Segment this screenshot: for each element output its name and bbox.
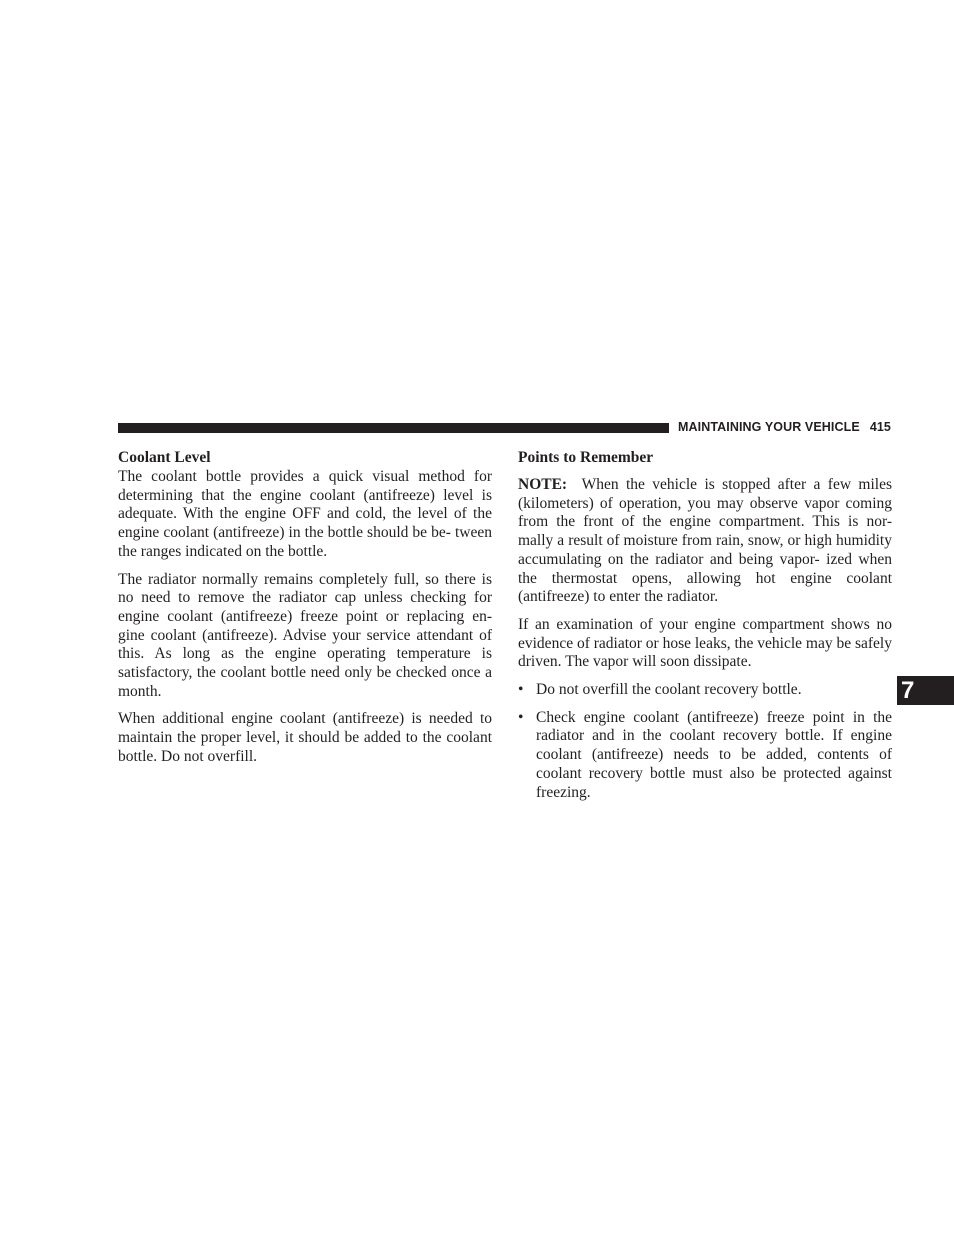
- note-label: NOTE:: [518, 476, 568, 493]
- paragraph: The radiator normally remains completely full, so there is no need to remove the radiator cap unless checking for engine coolant (antifreeze) freeze point or replacing en- gine coolant (antifreeze). Advise your service attendant of this. As long as the engine operating temperature is satisfactory, the coolant bottle need only be checked once a month.: [118, 570, 492, 700]
- left-column: [118, 448, 492, 776]
- note-paragraph: [518, 476, 892, 607]
- paragraph: The coolant bottle provides a quick visual method for determining that the engine coolant (antifreeze) level is adequate. With the engine OFF and cold, the level of the engine coolant (antifreeze) in the bottle should be be- tween the ranges indicated on the bottle.: [118, 468, 492, 560]
- right-column: [518, 448, 892, 811]
- paragraph: When additional engine coolant (antifreeze) is needed to maintain the proper level, it should be added to the coolant bottle. Do not overfill.: [118, 710, 492, 765]
- bullet-icon: •: [518, 708, 524, 726]
- points-to-remember-heading: Points to Remember: [518, 449, 654, 466]
- section-title: MAINTAINING YOUR VEHICLE: [678, 420, 860, 434]
- bullet-icon: •: [518, 681, 524, 699]
- list-item-text: Check engine coolant (antifreeze) freeze point in the radiator and in the coolant recovery bottle. If engine coolant (antifreeze) needs to be added, contents of coolant recovery bottle must also be protected against freezing.: [536, 708, 892, 801]
- chapter-tab: 7: [897, 676, 954, 705]
- header-rule: [118, 423, 669, 433]
- paragraph: If an examination of your engine compartment shows no evidence of radiator or hose leaks, the vehicle may be safely driven. The vapor will soon dissipate.: [518, 615, 892, 671]
- page-number: 415: [869, 420, 891, 434]
- coolant-level-heading: Coolant Level: [118, 449, 211, 466]
- list-item: [518, 709, 892, 803]
- note-text: When the vehicle is stopped after a few miles (kilometers) of operation, you may observe vapor coming from the front of the engine compartment. This is nor- mally a result of moisture from rain, snow, or high humidity accumulating on the radiator and being vapor- ized when the thermostat opens, allowing hot engine coolant (antifreeze) to enter the radiator.: [518, 476, 892, 606]
- list-item-text: Do not overfill the coolant recovery bottle.: [536, 681, 802, 699]
- list-item: [518, 681, 892, 700]
- running-header: [678, 420, 892, 434]
- bullet-list: [518, 681, 892, 802]
